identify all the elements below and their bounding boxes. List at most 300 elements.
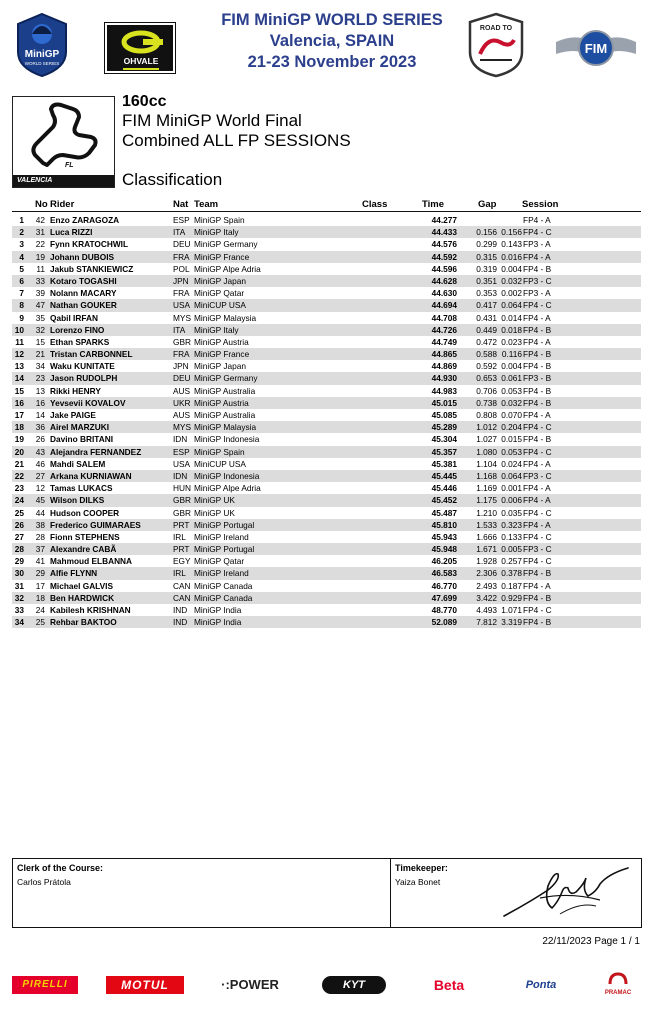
team-cell: MiniGP India bbox=[194, 605, 242, 615]
table-row bbox=[12, 409, 641, 421]
session-name: FIM MiniGP World Final bbox=[122, 111, 302, 130]
session-cell: FP4 - B bbox=[523, 349, 552, 360]
rider-number-cell: 47 bbox=[35, 300, 45, 311]
rider-number-cell: 15 bbox=[35, 336, 45, 347]
best-time-cell: 45.810 bbox=[431, 519, 457, 530]
session-cell: FP4 - A bbox=[523, 251, 551, 262]
nationality-cell: MYS bbox=[173, 422, 191, 433]
minigp-world-series-logo bbox=[14, 12, 70, 78]
session-cell: FP4 - A bbox=[523, 519, 551, 530]
nationality-cell: ESP bbox=[173, 446, 190, 457]
gap-previous-cell: 0.133 bbox=[501, 531, 522, 542]
best-time-cell: 44.983 bbox=[431, 385, 457, 396]
session-cell: FP3 - A bbox=[523, 288, 551, 299]
best-time-cell: 45.487 bbox=[431, 507, 457, 518]
rider-number-cell: 31 bbox=[35, 227, 45, 238]
table-row bbox=[12, 397, 641, 409]
rider-number-cell: 32 bbox=[35, 324, 45, 335]
rider-name-cell: Jake PAIGE bbox=[50, 410, 96, 420]
svg-text:WORLD SERIES: WORLD SERIES bbox=[24, 61, 60, 66]
gap-first-cell: 0.431 bbox=[476, 312, 497, 323]
gap-previous-cell: 1.071 bbox=[501, 605, 522, 615]
position-cell: 20 bbox=[14, 446, 24, 457]
team-cell: MiniGP Alpe Adria bbox=[194, 483, 261, 494]
rider-number-cell: 44 bbox=[35, 507, 45, 518]
print-date-page: 22/11/2023 Page 1 / 1 bbox=[542, 936, 640, 947]
rider-number-cell: 22 bbox=[35, 239, 45, 250]
gap-first-cell: 0.808 bbox=[476, 410, 497, 420]
rider-name-cell: Alfie FLYNN bbox=[50, 568, 98, 579]
team-cell: MiniGP France bbox=[194, 251, 250, 262]
rider-number-cell: 39 bbox=[35, 288, 45, 299]
gap-first-cell: 1.080 bbox=[476, 446, 497, 457]
table-row bbox=[12, 470, 641, 482]
rider-name-cell: Mahdi SALEM bbox=[50, 458, 106, 469]
timekeeper-title: Timekeeper: bbox=[395, 863, 448, 873]
rider-name-cell: Alexandre CABÃ bbox=[50, 544, 117, 555]
rider-name-cell: Hudson COOPER bbox=[50, 507, 120, 518]
session-cell: FP4 - A bbox=[523, 336, 551, 347]
svg-text:FIM: FIM bbox=[584, 41, 608, 56]
position-cell: 22 bbox=[14, 470, 24, 481]
rider-name-cell: Jakub STANKIEWICZ bbox=[50, 263, 134, 274]
position-cell: 4 bbox=[19, 251, 24, 262]
header-rider: Rider bbox=[50, 199, 75, 210]
rider-number-cell: 46 bbox=[35, 458, 45, 469]
rider-name-cell: Tristan CARBONNEL bbox=[50, 349, 133, 360]
best-time-cell: 45.357 bbox=[431, 446, 457, 457]
nationality-cell: PRT bbox=[173, 519, 190, 530]
sponsor-bar bbox=[0, 970, 660, 1002]
gap-previous-cell: 0.378 bbox=[501, 568, 522, 579]
gap-previous-cell: 0.024 bbox=[501, 458, 522, 469]
rider-number-cell: 34 bbox=[35, 361, 45, 372]
team-cell: MiniGP Qatar bbox=[194, 556, 245, 567]
nationality-cell: CAN bbox=[173, 592, 191, 603]
clerk-name: Carlos Prátola bbox=[17, 877, 71, 887]
team-cell: MiniGP Japan bbox=[194, 275, 246, 286]
position-cell: 15 bbox=[14, 385, 24, 396]
session-cell: FP4 - C bbox=[523, 531, 552, 542]
session-cell: FP4 - A bbox=[523, 580, 551, 591]
best-time-cell: 44.592 bbox=[431, 251, 457, 262]
gap-previous-cell: 0.015 bbox=[501, 434, 522, 445]
gap-first-cell: 0.319 bbox=[476, 263, 497, 274]
best-time-cell: 44.628 bbox=[431, 275, 457, 286]
rider-name-cell: Alejandra FERNANDEZ bbox=[50, 446, 142, 457]
gap-previous-cell: 0.001 bbox=[501, 483, 522, 494]
session-cell: FP4 - C bbox=[523, 422, 552, 433]
timekeeper-name: Yaiza Bonet bbox=[395, 877, 441, 887]
team-cell: MiniCUP USA bbox=[194, 458, 246, 469]
nationality-cell: PRT bbox=[173, 544, 190, 555]
rider-number-cell: 45 bbox=[35, 495, 45, 506]
gap-previous-cell: 0.929 bbox=[501, 592, 522, 603]
session-cell: FP3 - A bbox=[523, 239, 551, 250]
gap-previous-cell: 0.004 bbox=[501, 263, 522, 274]
rider-name-cell: Waku KUNITATE bbox=[50, 361, 115, 372]
rider-number-cell: 41 bbox=[35, 556, 45, 567]
gap-first-cell: 0.315 bbox=[476, 251, 497, 262]
nationality-cell: FRA bbox=[173, 251, 190, 262]
class-title: 160cc bbox=[122, 93, 167, 110]
best-time-cell: 44.708 bbox=[431, 312, 457, 323]
session-cell: FP4 - C bbox=[523, 605, 552, 615]
nationality-cell: IND bbox=[173, 605, 188, 615]
session-cell: FP3 - B bbox=[523, 373, 552, 384]
rider-name-cell: Kotaro TOGASHI bbox=[50, 275, 117, 286]
rider-number-cell: 21 bbox=[35, 349, 45, 360]
rider-name-cell: Nolann MACARY bbox=[50, 288, 117, 299]
gap-first-cell: 1.104 bbox=[476, 458, 497, 469]
gap-first-cell: 1.168 bbox=[476, 470, 497, 481]
pramac-logo: PRAMAC bbox=[604, 990, 632, 996]
classification-heading: Classification bbox=[122, 170, 223, 189]
gap-previous-cell: 0.002 bbox=[501, 288, 522, 299]
table-row bbox=[12, 312, 641, 324]
gap-first-cell: 0.588 bbox=[476, 349, 497, 360]
rider-number-cell: 35 bbox=[35, 312, 45, 323]
gap-previous-cell: 0.032 bbox=[501, 275, 522, 286]
gap-first-cell: 0.156 bbox=[476, 227, 497, 238]
rider-number-cell: 17 bbox=[35, 580, 45, 591]
best-time-cell: 46.205 bbox=[431, 556, 457, 567]
gap-first-cell: 1.012 bbox=[476, 422, 497, 433]
rider-name-cell: Lorenzo FINO bbox=[50, 324, 105, 335]
position-cell: 28 bbox=[14, 544, 24, 555]
team-cell: MiniGP Indonesia bbox=[194, 434, 260, 445]
nationality-cell: IDN bbox=[173, 470, 188, 481]
rider-number-cell: 25 bbox=[35, 617, 45, 628]
nationality-cell: FRA bbox=[173, 349, 190, 360]
gap-previous-cell: 0.005 bbox=[501, 544, 522, 555]
nationality-cell: USA bbox=[173, 458, 191, 469]
team-cell: MiniGP France bbox=[194, 349, 250, 360]
nationality-cell: UKR bbox=[173, 397, 191, 408]
team-cell: MiniGP Indonesia bbox=[194, 470, 260, 481]
rider-number-cell: 27 bbox=[35, 470, 45, 481]
position-cell: 6 bbox=[19, 275, 24, 286]
rider-name-cell: Wilson DILKS bbox=[50, 495, 105, 506]
team-cell: MiniGP Malaysia bbox=[194, 422, 257, 433]
session-cell: FP4 - B bbox=[523, 324, 552, 335]
best-time-cell: 47.699 bbox=[431, 592, 457, 603]
gap-previous-cell: 0.204 bbox=[501, 422, 522, 433]
session-cell: FP4 - C bbox=[523, 507, 552, 518]
rider-number-cell: 28 bbox=[35, 531, 45, 542]
position-cell: 25 bbox=[14, 507, 24, 518]
best-time-cell: 44.576 bbox=[431, 239, 457, 250]
table-row bbox=[12, 360, 641, 372]
table-row bbox=[12, 531, 641, 543]
rider-name-cell: Kabilesh KRISHNAN bbox=[50, 605, 131, 615]
header-gap: Gap bbox=[478, 199, 497, 210]
gap-previous-cell: 0.116 bbox=[501, 349, 522, 360]
svg-text:ROAD TO: ROAD TO bbox=[479, 25, 513, 32]
position-cell: 16 bbox=[14, 397, 24, 408]
team-cell: MiniGP Austria bbox=[194, 336, 249, 347]
position-cell: 27 bbox=[14, 531, 24, 542]
team-cell: MiniGP Ireland bbox=[194, 568, 249, 579]
gap-first-cell: 0.706 bbox=[476, 385, 497, 396]
session-cell: FP4 - A bbox=[523, 483, 551, 494]
event-header bbox=[190, 10, 474, 73]
nationality-cell: USA bbox=[173, 300, 191, 311]
position-cell: 33 bbox=[14, 605, 24, 615]
best-time-cell: 45.943 bbox=[431, 531, 457, 542]
position-cell: 21 bbox=[14, 458, 24, 469]
nationality-cell: MYS bbox=[173, 312, 191, 323]
best-time-cell: 44.865 bbox=[431, 349, 457, 360]
header-nat: Nat bbox=[173, 199, 189, 210]
rider-number-cell: 13 bbox=[35, 385, 45, 396]
rider-name-cell: Mahmoud ELBANNA bbox=[50, 556, 133, 567]
session-cell: FP3 - C bbox=[523, 544, 552, 555]
session-cell: FP4 - C bbox=[523, 446, 552, 457]
nationality-cell: GBR bbox=[173, 507, 191, 518]
team-cell: MiniGP UK bbox=[194, 507, 235, 518]
table-row bbox=[12, 616, 641, 628]
rider-number-cell: 14 bbox=[35, 410, 45, 420]
gap-previous-cell: 0.061 bbox=[501, 373, 522, 384]
gap-first-cell: 1.210 bbox=[476, 507, 497, 518]
team-cell: MiniGP Portugal bbox=[194, 544, 255, 555]
gap-previous-cell: 0.323 bbox=[501, 519, 522, 530]
team-cell: MiniGP Malaysia bbox=[194, 312, 257, 323]
position-cell: 29 bbox=[14, 556, 24, 567]
team-cell: MiniGP Austria bbox=[194, 397, 249, 408]
session-cell: FP4 - C bbox=[523, 300, 552, 311]
header-no: No bbox=[35, 199, 48, 210]
table-header bbox=[12, 198, 641, 212]
rider-number-cell: 29 bbox=[35, 568, 45, 579]
nationality-cell: HUN bbox=[173, 483, 191, 494]
table-row bbox=[12, 226, 641, 238]
position-cell: 3 bbox=[19, 239, 24, 250]
rider-name-cell: Yevsevii KOVALOV bbox=[50, 397, 126, 408]
rider-number-cell: 12 bbox=[35, 483, 45, 494]
position-cell: 11 bbox=[15, 336, 24, 347]
rider-name-cell: Rehbar BAKTOO bbox=[50, 617, 117, 628]
table-row bbox=[12, 592, 641, 604]
session-cell: FP4 - C bbox=[523, 556, 552, 567]
table-row bbox=[12, 385, 641, 397]
team-cell: MiniGP Qatar bbox=[194, 288, 245, 299]
position-cell: 24 bbox=[14, 495, 24, 506]
team-cell: MiniGP Italy bbox=[194, 324, 239, 335]
nationality-cell: POL bbox=[173, 263, 190, 274]
gap-previous-cell: 0.014 bbox=[501, 312, 522, 323]
team-cell: MiniGP Alpe Adria bbox=[194, 263, 261, 274]
header-time: Time bbox=[422, 199, 445, 210]
session-cell: FP4 - B bbox=[523, 397, 552, 408]
gap-previous-cell: 0.023 bbox=[501, 336, 522, 347]
header-session: Session bbox=[522, 199, 559, 210]
table-row bbox=[12, 372, 641, 384]
gap-first-cell: 0.299 bbox=[476, 239, 497, 250]
table-row bbox=[12, 348, 641, 360]
best-time-cell: 48.770 bbox=[431, 605, 457, 615]
circuit-outline-icon bbox=[13, 97, 114, 175]
team-cell: MiniGP Germany bbox=[194, 373, 258, 384]
table-row bbox=[12, 580, 641, 592]
beta-logo: Beta bbox=[433, 977, 465, 993]
best-time-cell: 44.749 bbox=[431, 336, 457, 347]
best-time-cell: 44.596 bbox=[431, 263, 457, 274]
gap-first-cell: 0.353 bbox=[476, 288, 497, 299]
best-time-cell: 45.289 bbox=[431, 422, 457, 433]
classification-table bbox=[12, 214, 641, 628]
track-name-label: VALENCIA bbox=[13, 175, 114, 187]
best-time-cell: 44.433 bbox=[431, 227, 457, 238]
rider-number-cell: 38 bbox=[35, 519, 45, 530]
ponta-logo: Ponta bbox=[525, 979, 557, 991]
gap-previous-cell: 3.319 bbox=[501, 617, 522, 628]
position-cell: 8 bbox=[19, 300, 24, 311]
gap-previous-cell: 0.156 bbox=[501, 227, 522, 238]
session-title-block bbox=[122, 93, 351, 151]
team-cell: MiniGP Australia bbox=[194, 385, 256, 396]
table-row bbox=[12, 567, 641, 579]
position-cell: 10 bbox=[14, 324, 24, 335]
table-row bbox=[12, 287, 641, 299]
motul-logo: MOTUL bbox=[106, 976, 184, 994]
table-row bbox=[12, 604, 641, 616]
rider-name-cell: Michael GALVIS bbox=[50, 580, 114, 591]
track-map bbox=[12, 96, 115, 188]
rider-number-cell: 24 bbox=[35, 605, 45, 615]
gap-first-cell: 2.306 bbox=[476, 568, 497, 579]
position-cell: 5 bbox=[19, 263, 24, 274]
gap-first-cell: 1.666 bbox=[476, 531, 497, 542]
team-cell: MiniGP Germany bbox=[194, 239, 258, 250]
rider-name-cell: Tamas LUKACS bbox=[50, 483, 113, 494]
best-time-cell: 45.445 bbox=[431, 470, 457, 481]
gap-previous-cell: 0.064 bbox=[501, 300, 522, 311]
team-cell: MiniGP Canada bbox=[194, 592, 253, 603]
table-row bbox=[12, 433, 641, 445]
team-cell: MiniGP Spain bbox=[194, 215, 245, 225]
best-time-cell: 45.948 bbox=[431, 544, 457, 555]
event-dates: 21-23 November 2023 bbox=[247, 53, 417, 71]
svg-text:OHVALE: OHVALE bbox=[123, 56, 159, 66]
event-location: Valencia, SPAIN bbox=[269, 32, 395, 50]
position-cell: 2 bbox=[19, 227, 24, 238]
nationality-cell: JPN bbox=[173, 361, 189, 372]
best-time-cell: 44.930 bbox=[431, 373, 457, 384]
best-time-cell: 46.583 bbox=[431, 568, 457, 579]
best-time-cell: 44.869 bbox=[431, 361, 457, 372]
nationality-cell: CAN bbox=[173, 580, 191, 591]
gap-first-cell: 0.449 bbox=[476, 324, 497, 335]
gap-first-cell: 1.928 bbox=[476, 556, 497, 567]
nationality-cell: EGY bbox=[173, 556, 191, 567]
rider-name-cell: Qabil IRFAN bbox=[50, 312, 98, 323]
rider-name-cell: Fionn STEPHENS bbox=[50, 531, 120, 542]
gap-previous-cell: 0.032 bbox=[501, 397, 522, 408]
session-cell: FP4 - B bbox=[523, 434, 552, 445]
team-cell: MiniGP Australia bbox=[194, 410, 256, 420]
gap-previous-cell: 0.187 bbox=[501, 580, 522, 591]
team-cell: MiniGP UK bbox=[194, 495, 235, 506]
table-row bbox=[12, 336, 641, 348]
nationality-cell: GBR bbox=[173, 336, 191, 347]
kyt-logo: KYT bbox=[322, 976, 386, 994]
session-cell: FP4 - B bbox=[523, 385, 552, 396]
table-row bbox=[12, 555, 641, 567]
gap-first-cell: 0.738 bbox=[476, 397, 497, 408]
gap-previous-cell: 0.016 bbox=[501, 251, 522, 262]
signature-divider bbox=[390, 859, 391, 927]
rider-name-cell: Jason RUDOLPH bbox=[50, 373, 118, 384]
best-time-cell: 45.015 bbox=[431, 397, 457, 408]
table-row bbox=[12, 519, 641, 531]
event-series-title: FIM MiniGP WORLD SERIES bbox=[221, 11, 443, 29]
nationality-cell: AUS bbox=[173, 385, 191, 396]
position-cell: 34 bbox=[14, 617, 24, 628]
table-row bbox=[12, 458, 641, 470]
gap-first-cell: 3.422 bbox=[476, 592, 497, 603]
best-time-cell: 44.277 bbox=[431, 215, 457, 225]
rider-name-cell: Ethan SPARKS bbox=[50, 336, 110, 347]
svg-text:MiniGP: MiniGP bbox=[24, 49, 60, 60]
table-row bbox=[12, 251, 641, 263]
rider-name-cell: Ben HARDWICK bbox=[50, 592, 115, 603]
rider-name-cell: Airel MARZUKI bbox=[50, 422, 110, 433]
gap-first-cell: 1.027 bbox=[476, 434, 497, 445]
gap-previous-cell: 0.257 bbox=[501, 556, 522, 567]
gap-first-cell: 1.671 bbox=[476, 544, 497, 555]
session-cell: FP4 - A bbox=[523, 215, 551, 225]
header-team: Team bbox=[194, 199, 219, 210]
session-cell: FP4 - B bbox=[523, 263, 552, 274]
best-time-cell: 52.089 bbox=[431, 617, 457, 628]
nationality-cell: ESP bbox=[173, 215, 190, 225]
best-time-cell: 45.304 bbox=[431, 434, 457, 445]
nationality-cell: AUS bbox=[173, 410, 191, 420]
gap-first-cell: 1.169 bbox=[476, 483, 497, 494]
gap-first-cell: 2.493 bbox=[476, 580, 497, 591]
team-cell: MiniGP Italy bbox=[194, 227, 239, 238]
session-cell: FP4 - A bbox=[523, 410, 551, 420]
team-cell: MiniGP Ireland bbox=[194, 531, 249, 542]
session-cell: FP4 - B bbox=[523, 568, 552, 579]
gap-previous-cell: 0.053 bbox=[501, 446, 522, 457]
nationality-cell: IRL bbox=[173, 568, 186, 579]
table-row bbox=[12, 299, 641, 311]
position-cell: 14 bbox=[14, 373, 24, 384]
gap-previous-cell: 0.064 bbox=[501, 470, 522, 481]
best-time-cell: 44.630 bbox=[431, 288, 457, 299]
nationality-cell: ITA bbox=[173, 227, 186, 238]
table-row bbox=[12, 324, 641, 336]
position-cell: 26 bbox=[14, 519, 24, 530]
nationality-cell: FRA bbox=[173, 288, 190, 299]
road-to-motogp-logo bbox=[466, 12, 526, 78]
power-logo: ·:POWER bbox=[221, 977, 279, 992]
rider-name-cell: Nathan GOUKER bbox=[50, 300, 117, 311]
rider-number-cell: 18 bbox=[35, 592, 45, 603]
rider-number-cell: 26 bbox=[35, 434, 45, 445]
clerk-title: Clerk of the Course: bbox=[17, 863, 104, 873]
gap-previous-cell: 0.035 bbox=[501, 507, 522, 518]
nationality-cell: IND bbox=[173, 617, 188, 628]
rider-name-cell: Enzo ZARAGOZA bbox=[50, 215, 120, 225]
session-cell: FP4 - C bbox=[523, 227, 552, 238]
best-time-cell: 46.770 bbox=[431, 580, 457, 591]
best-time-cell: 44.694 bbox=[431, 300, 457, 311]
position-cell: 30 bbox=[14, 568, 24, 579]
